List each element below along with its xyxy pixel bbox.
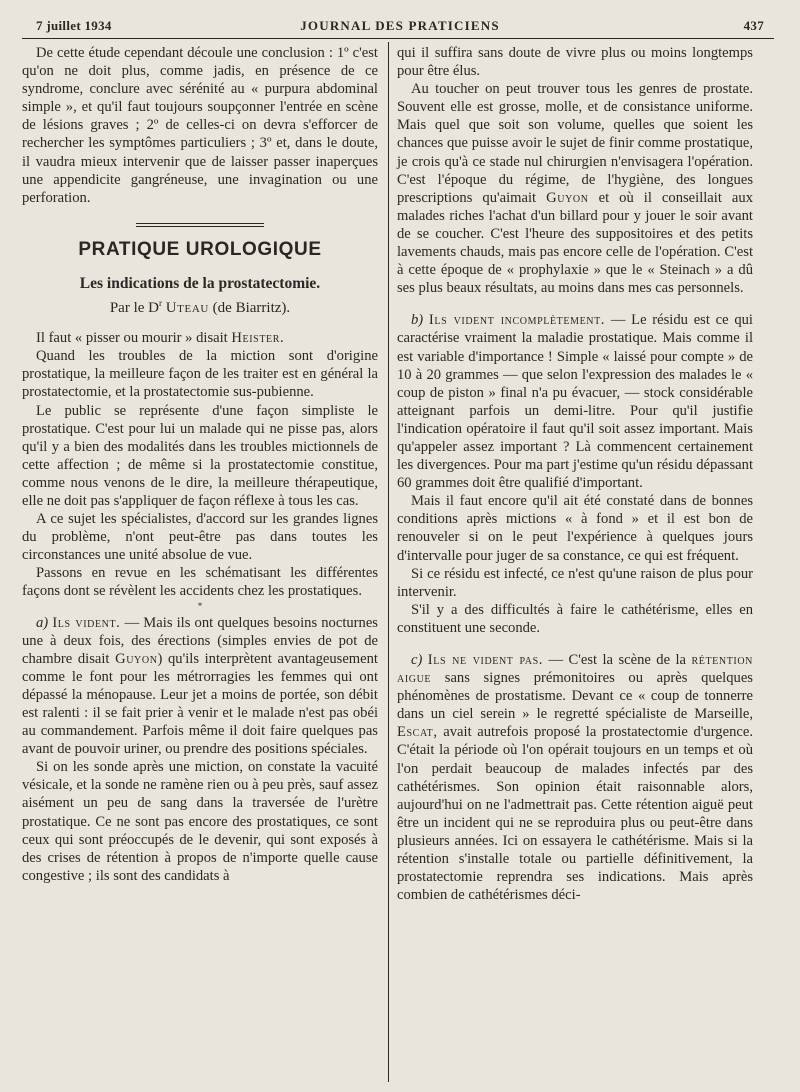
item-label: c) — [411, 652, 423, 668]
cited-name: Guyon — [546, 189, 589, 206]
section-separator — [136, 223, 264, 227]
paragraph: Si ce résidu est infecté, ce n'est qu'une raison de plus pour intervenir. — [397, 565, 753, 600]
byline — [22, 299, 378, 317]
cited-name: Guyon — [115, 650, 158, 667]
paragraph: Si on les sonde après une miction, on constate la vacuité vésicale, et la sonde ne ramène rien ou à peu près, sauf assez aisément un peu de sang dans la traversée de l'urètre prostatique. Ce ne sont pas encore des prostatiques, ce sont ceux qui sont préoccupés de le devenir, qui sont exposés à des crises de rétention à propos de n'importe quelle cause congestive ; ils sont des candidats à — [22, 759, 378, 884]
paragraph: Le public se représente d'une façon simpliste le prostatique. C'est pour lui un malade qui ne pisse pas, alors qu'il y a bien des modalités dans les troubles mictionnels de cette affection ; de même si la prostatectomie constitue, comme nous venons de le dire, la meilleure thérapeutique, elle ne doit pas s'appliquer de façon réflexe à tous les cas. — [22, 402, 378, 509]
right-column — [397, 44, 753, 904]
journal-title: JOURNAL DES PRATICIENS — [300, 18, 500, 33]
paragraph: De cette étude cependant découle une conclusion : 1º c'est qu'on ne doit plus, comme jadis, en présence de ce syndrome, conclure avec sérénité au « purpura abdominal simple », et qu'il faut toujours soupçonner l'entrée en scène de lésions graves ; 2º de celles-ci on devra s'efforcer de rechercher les symptômes particuliers ; 3º et, dans le doute, il vaudra mieux intervenir que de laisser passer inaperçues une appendicite gangréneuse, une invagination ou une perforation. — [22, 45, 378, 206]
paragraph: Au toucher on peut trouver tous les genres de prostate. Souvent elle est grosse, molle, et de consistance uniforme. Mais quel que soit son volume, quelles que soient les chances que puisse avoir le sujet de finir comme prostatique, je crois qu'à ce stade nul chirurgien n'envisagera l'opération. C'est l'époque du régime, de l'hygiène, des longues prescriptions qu'aimait Guyon et où il conseillait aux malades riches l'achat d'un billard pour y jouer le soir avant de se coucher. C'est l'heure des suppositoires et des petits lavements chauds, mais pas encore celle de l'opération. C'est à cette époque de « prophylaxie » que le « Steinach » a dû ses plus beaux résultats, au moins dans mes cas personnels. — [397, 81, 753, 297]
cited-name: Heister. — [231, 330, 285, 347]
paragraph: a) Ils vident. — Mais ils ont quelques besoins nocturnes une à deux fois, des érections (simples envies de pot de chambre disait Guyon) qu'ils interprètent avantageusement comme le font pour les métrorragies les femmes qui ont dépassé la ménopause. Leur jet a moins de portée, son débit est ralenti : il se fait prier à venir et le malade n'est pas obéi au commandement. Parfois même il doit faire quelques pas avant de pouvoir uriner, ou prendre des positions spéciales. — [22, 614, 378, 758]
column-divider — [388, 42, 389, 1082]
ornament: * — [197, 600, 203, 611]
article-title: Les indications de la prostatectomie. — [79, 274, 321, 292]
item-heading: Ils vident incomplètement. — [428, 312, 606, 329]
item-label: a) — [36, 614, 49, 631]
page-number: 437 — [743, 18, 764, 33]
left-column — [22, 44, 378, 885]
byline-suffix: (de Biarritz). — [212, 300, 291, 317]
issue-date: 7 juillet 1934 — [36, 18, 112, 33]
item-heading: Ils vident. — [52, 614, 121, 631]
paragraph: Passons en revue en les schématisant les différentes façons dont se révèlent les accidents chez les prostatiques. — [22, 565, 378, 600]
header-rule — [22, 38, 774, 39]
spacer — [397, 297, 753, 311]
item-heading: rétention aigue — [397, 652, 753, 687]
item-heading: Ils ne vident pas. — [427, 652, 544, 668]
paragraph: Il faut « pisser ou mourir » disait Heister. — [36, 330, 285, 347]
byline-prefix: Par le D — [109, 300, 159, 317]
author-name: Uteau — [165, 300, 209, 317]
paragraph: b) Ils vident incomplètement. — Le résidu est ce qui caractérise vraiment la maladie prostatique. Mais comme il est variable d'importance ! Simple « laissé pour compte » de 10 à 20 grammes — que selon l'expression des malades le « coup de piston » final n'a pu évacuer, — stock considérable atteignant parfois un demi-litre. Pour qu'il justifie l'indication opératoire il faut qu'il soit assez important. Mais qu'appeler assez important ? Là commencent certainement les divergences. Pour ma part j'estime qu'un résidu dépassant 60 grammes doit être qualifié d'important. — [397, 312, 753, 492]
item-label: b) — [411, 312, 424, 329]
byline-sup: r — [159, 298, 162, 309]
paragraph: Mais il faut encore qu'il ait été constaté dans de bonnes conditions après mictions « à fond » et il est bon de renouveler si on le peut l'expérience à quelques jours d'intervalle pour juger de sa constance, ce qui est fréquent. — [397, 493, 753, 564]
paragraph: qui il suffira sans doute de vivre plus ou moins longtemps pour être élus. — [397, 45, 753, 80]
paragraph: S'il y a des difficultés à faire le cathétérisme, elles en constituent une seconde. — [397, 601, 753, 636]
running-header — [36, 14, 764, 36]
paragraph: Quand les troubles de la miction sont d'origine prostatique, la meilleure façon de les traiter est en général la prostatectomie, et la prostatectomie sus-pubienne. — [22, 348, 378, 401]
paragraph: c) Ils ne vident pas. — C'est la scène de la rétention aigue sans signes prémonitoires ou après quelques phénomènes de prostatisme. Devant ce « coup de tonnerre dans un ciel serein » le regretté spécialiste de Marseille, Escat, avait autrefois proposé la prostatectomie d'urgence. C'était la période où l'on opérait toujours en un temps et où l'on perdait beaucoup de malades infectés par des cathétérismes. Son opinion était raisonnable alors, aujourd'hui on ne l'admettrait pas. Cette rétention aiguë peut être un incident qui ne se reproduira plus ou peut-être dans plusieurs années. Ici on essayera le cathétérisme. Mais si la rétention s'installe totale ou partielle définitivement, la prostatectomie reprendra ses indications. Mais après combien de cathétérismes déci- — [397, 652, 753, 904]
section-title: PRATIQUE UROLOGIQUE — [78, 238, 322, 260]
cited-name: Escat, — [397, 724, 438, 741]
paragraph: A ce sujet les spécialistes, d'accord sur les grandes lignes du problème, n'ont peut-être pas dans toutes les circonstances une unité absolue de vue. — [22, 511, 378, 564]
spacer — [397, 637, 753, 651]
